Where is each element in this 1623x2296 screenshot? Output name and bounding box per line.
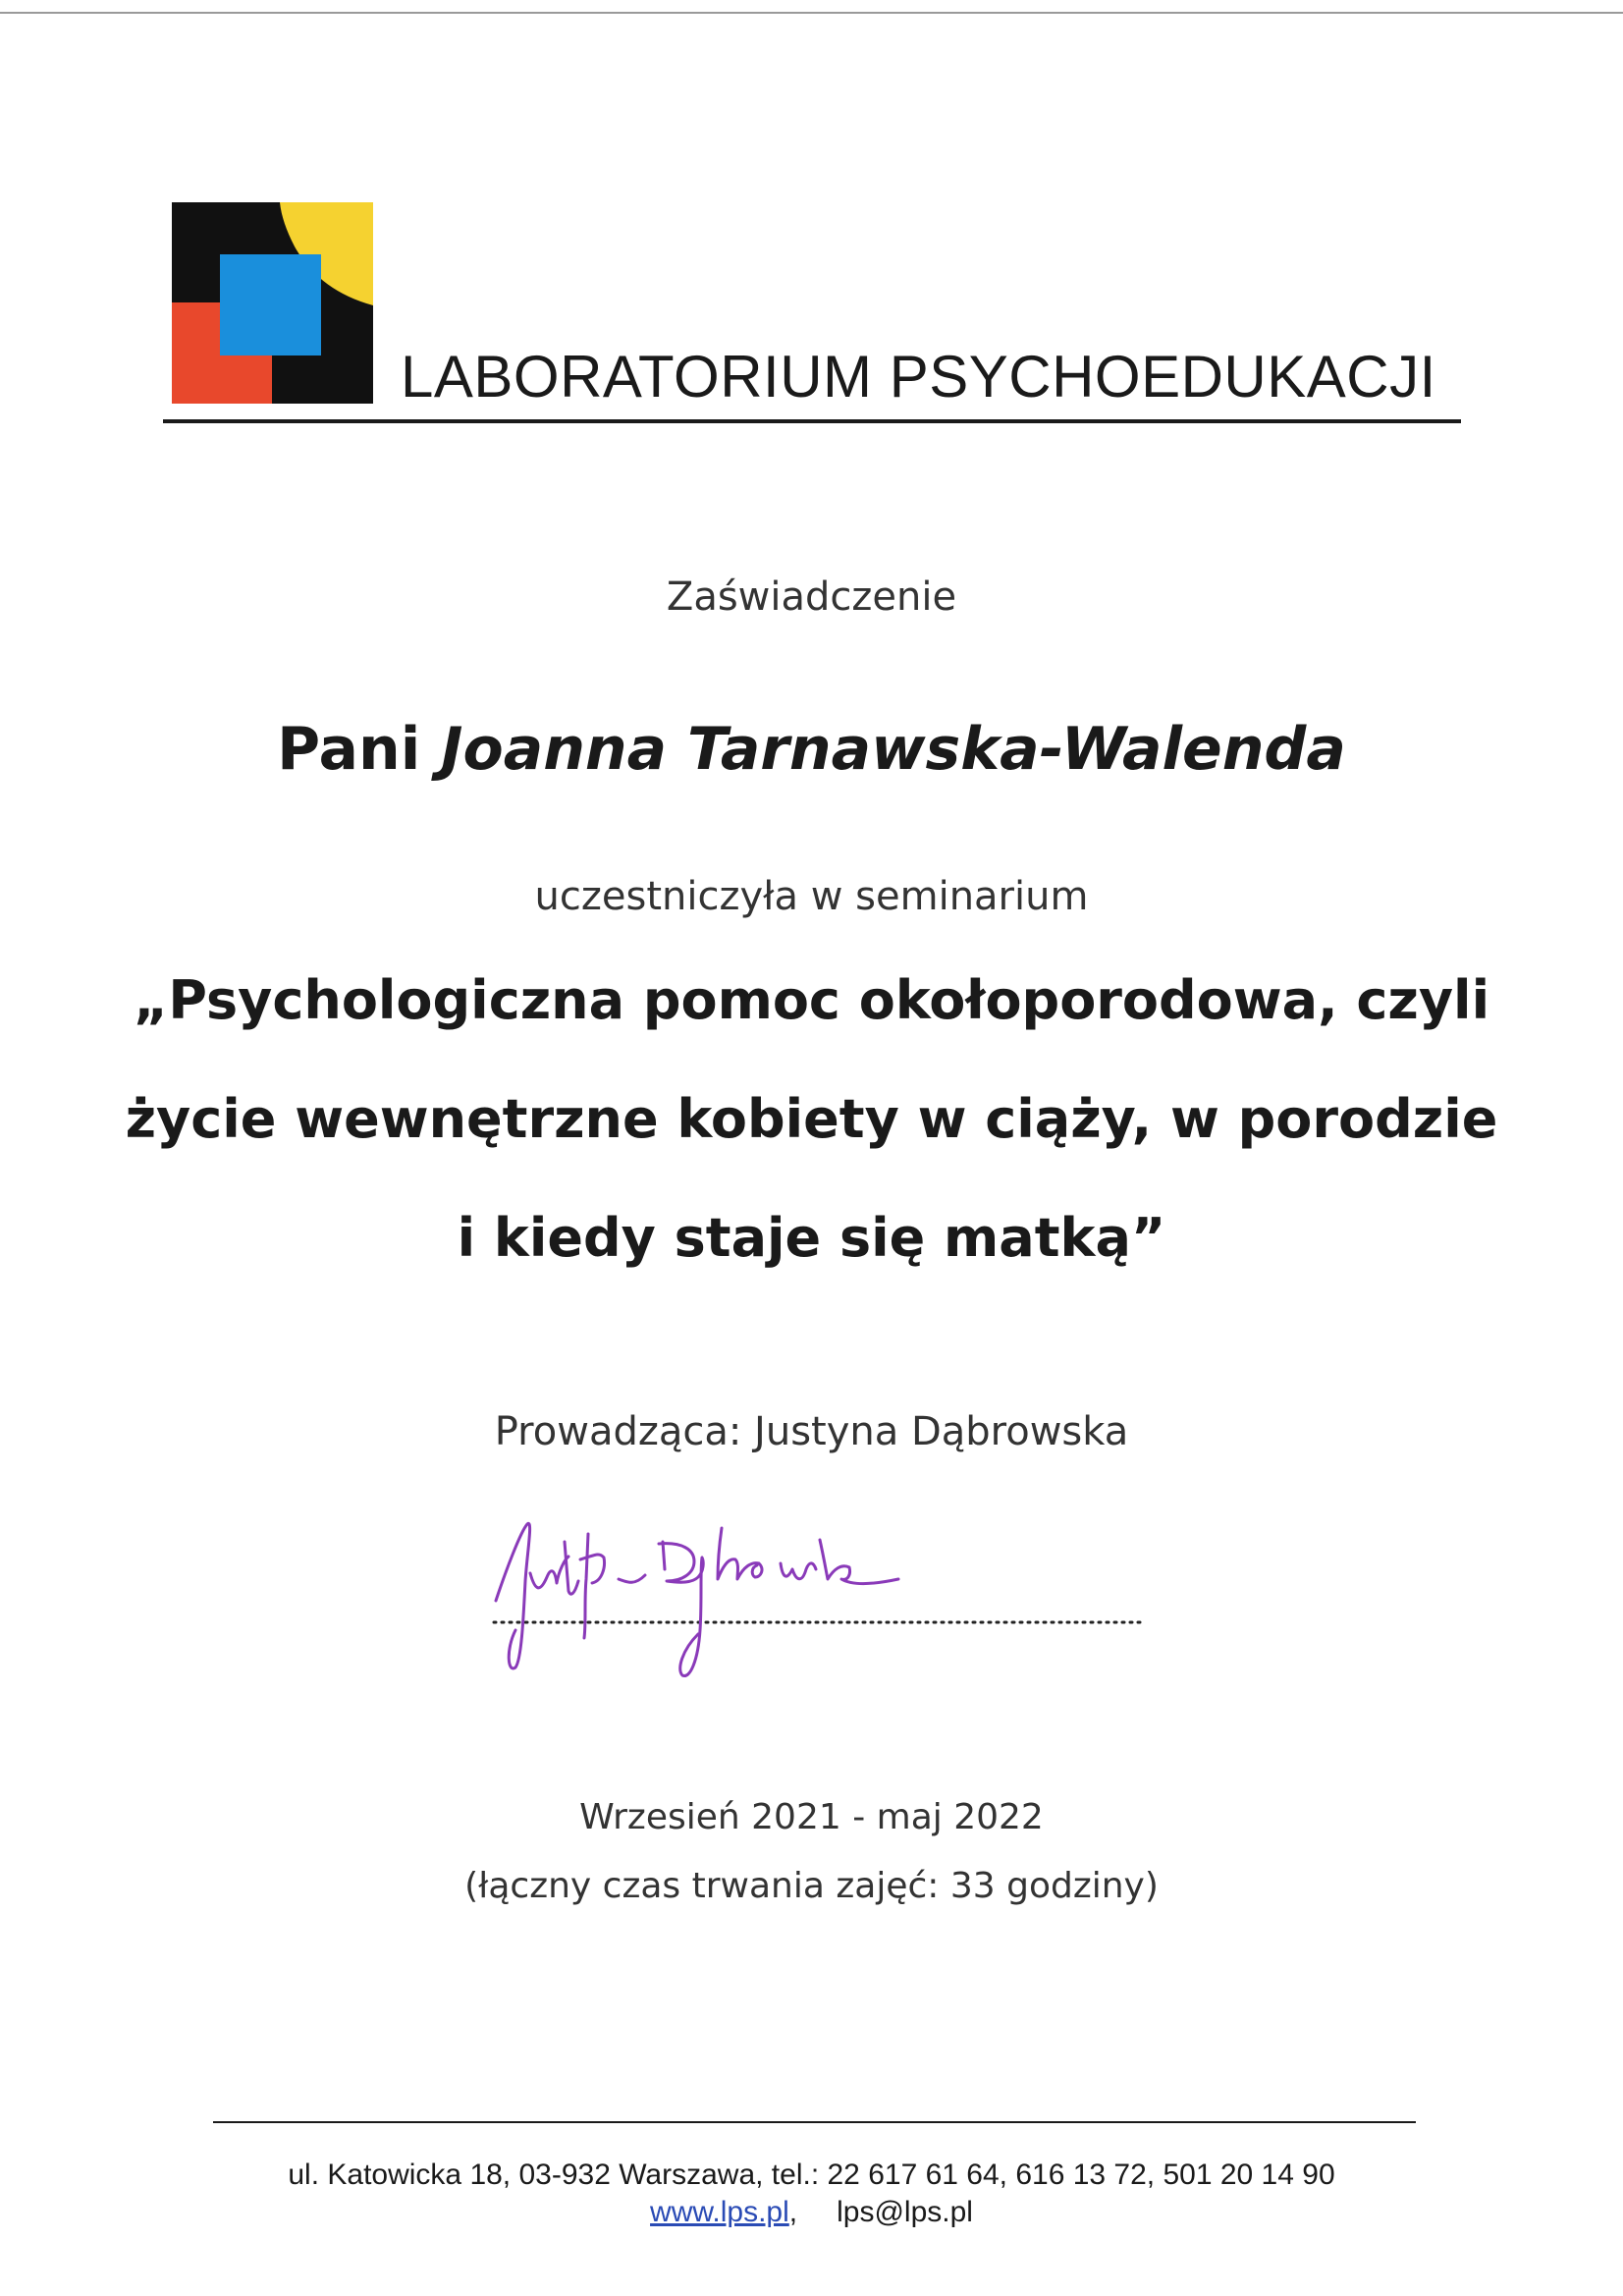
- top-scan-rule: [0, 12, 1623, 14]
- footer-separator: ,: [788, 2196, 798, 2228]
- salutation: Pani: [277, 715, 421, 784]
- signature-area: [486, 1512, 1154, 1689]
- organization-name: LABORATORIUM PSYCHOEDUKACJI: [401, 344, 1436, 410]
- duration: (łączny czas trwania zajęć: 33 godziny): [464, 1866, 1159, 1906]
- instructor: Prowadząca: Justyna Dąbrowska: [494, 1409, 1129, 1454]
- lps-logo: [172, 202, 373, 404]
- footer-address: ul. Katowicka 18, 03-932 Warszawa, tel.: 22 617 61 64, 616 13 72, 501 20 14 90: [288, 2159, 1335, 2191]
- participation-text: uczestniczyła w seminarium: [534, 874, 1089, 919]
- recipient-name: Joanna Tarnawska-Walenda: [441, 715, 1346, 784]
- footer-rule: [213, 2121, 1416, 2123]
- seminar-title-line-2: życie wewnętrzne kobiety w ciąży, w porodzie: [125, 1088, 1498, 1150]
- footer-contacts: [0, 2196, 1623, 2229]
- header-rule: [163, 419, 1461, 423]
- email-text: lps@lps.pl: [837, 2196, 973, 2228]
- recipient: [0, 715, 1623, 784]
- seminar-title-line-1: „Psychologiczna pomoc okołoporodowa, czyli: [133, 969, 1490, 1031]
- website-link[interactable]: www.lps.pl: [650, 2196, 789, 2228]
- handwritten-signature: [496, 1523, 898, 1675]
- document-title: Zaświadczenie: [666, 574, 957, 620]
- seminar-title-line-3: i kiedy staje się matką”: [457, 1207, 1166, 1269]
- period: Wrzesień 2021 - maj 2022: [579, 1797, 1044, 1837]
